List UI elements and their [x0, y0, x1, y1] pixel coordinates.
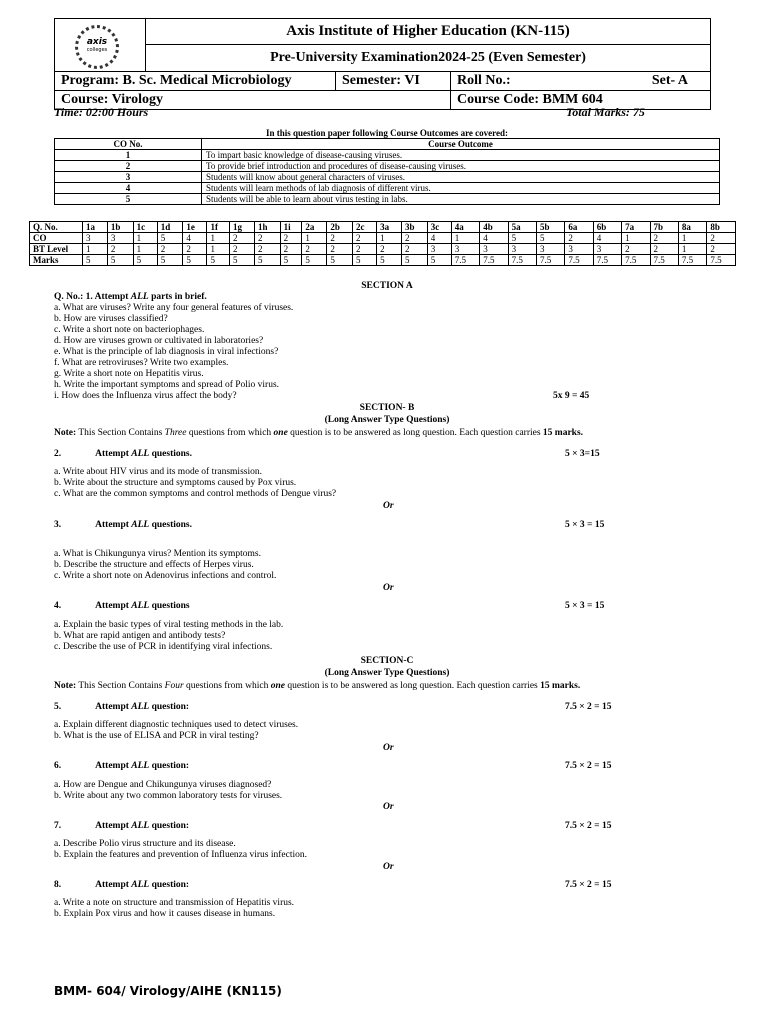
list-item: a. How are Dengue and Chikungunya viruses diagnosed? [54, 780, 272, 790]
table-cell: 1 [83, 244, 108, 255]
table-cell: 4 [480, 233, 508, 244]
table-cell: 8a [678, 222, 706, 233]
table-cell: 2 [707, 244, 736, 255]
co-intro: In this question paper following Course Outcomes are covered: [266, 128, 508, 138]
table-cell: 7.5 [650, 255, 678, 266]
table-cell: 4 [183, 233, 207, 244]
table-cell: 5 [133, 255, 157, 266]
list-item: b. Explain Pox virus and how it causes disease in humans. [54, 909, 276, 919]
table-cell: 1 [377, 233, 402, 244]
exam-name: Pre-University Examination2024-25 (Even Semester) [270, 50, 586, 65]
table-cell: 5 [302, 255, 327, 266]
table-cell: 3 [593, 244, 621, 255]
table-cell: 2c [353, 222, 377, 233]
table-cell: 1 [622, 233, 650, 244]
table-cell: 2 [377, 244, 402, 255]
q1-heading: Q. No.: 1. Attempt ALL parts in brief. [54, 292, 207, 302]
list-item: b. What is the use of ELISA and PCR in viral testing? [54, 731, 259, 741]
table-cell: 2 [402, 244, 428, 255]
table-cell: 5 [280, 255, 302, 266]
q2-marks: 5 × 3=15 [565, 449, 600, 459]
row-header-cell: Q. No. [30, 222, 83, 233]
table-row: 1 To impart basic knowledge of disease-causing viruses. [55, 150, 720, 161]
table-cell: 2 [230, 233, 255, 244]
table-cell: 5 [230, 255, 255, 266]
course-code: Course Code: BMM 604 [457, 92, 603, 107]
table-row: 5 Students will be able to learn about virus testing in labs. [55, 194, 720, 205]
table-cell: 6a [565, 222, 593, 233]
q3-heading: 3. Attempt ALL questions. [54, 520, 192, 530]
table-cell: 1d [157, 222, 183, 233]
list-item: a. Describe Polio virus structure and its disease. [54, 839, 236, 849]
list-item: g. Write a short note on Hepatitis virus. [54, 369, 204, 379]
list-item: e. What is the principle of lab diagnosis in viral infections? [54, 347, 279, 357]
or-label: Or [383, 583, 394, 593]
section-a-title: SECTION A [361, 281, 413, 291]
table-cell: 1 [451, 233, 479, 244]
table-cell: 4 [427, 233, 451, 244]
table-cell: 5 [207, 255, 230, 266]
table-cell: 2 [254, 244, 280, 255]
table-cell: 8b [707, 222, 736, 233]
table-cell: 5 [327, 255, 353, 266]
table-cell: 7.5 [451, 255, 479, 266]
or-label: Or [383, 501, 394, 511]
q5-heading: 5. Attempt ALL question: [54, 702, 190, 712]
table-cell: 2 [565, 233, 593, 244]
table-cell: 2a [302, 222, 327, 233]
q4-parts [54, 620, 283, 653]
table-cell: 7.5 [565, 255, 593, 266]
table-cell: 1 [133, 233, 157, 244]
list-item: a. Explain different diagnostic techniques used to detect viruses. [54, 720, 299, 730]
table-cell: 7.5 [508, 255, 536, 266]
course-outcome-table [54, 138, 720, 205]
table-cell: 3 [536, 244, 564, 255]
section-c-title: SECTION-C [360, 656, 414, 666]
table-cell: 1 [207, 233, 230, 244]
table-cell: 3 [83, 233, 108, 244]
table-cell: 1c [133, 222, 157, 233]
list-item: a. Write about HIV virus and its mode of transmission. [54, 467, 262, 477]
table-cell: 2 [302, 244, 327, 255]
table-cell: 4 [593, 233, 621, 244]
table-cell: 2 [353, 244, 377, 255]
section-b-subtitle: (Long Answer Type Questions) [324, 415, 450, 425]
list-item: i. How does the Influenza virus affect the body? [54, 391, 237, 401]
q2-heading: 2. Attempt ALL questions. [54, 449, 192, 459]
table-cell: 2 [280, 233, 302, 244]
q4-marks: 5 × 3 = 15 [565, 601, 605, 611]
table-cell: 1g [230, 222, 255, 233]
table-cell: 5b [536, 222, 564, 233]
table-cell: 4b [480, 222, 508, 233]
co-header: CO No. [55, 139, 202, 150]
table-cell: 2 [650, 233, 678, 244]
table-cell: 4a [451, 222, 479, 233]
exam-header [54, 18, 711, 110]
course: Course: Virology [55, 91, 451, 109]
table-row: 4 Students will learn methods of lab diagnosis of different virus. [55, 183, 720, 194]
section-b-title: SECTION- B [359, 403, 415, 413]
table-cell: 6b [593, 222, 621, 233]
row-header-cell: BT Level [30, 244, 83, 255]
q7-heading: 7. Attempt ALL question: [54, 821, 190, 831]
table-cell: 2 [327, 233, 353, 244]
section-c-note: Note: This Section Contains Four questions from which one question is to be answered as long question. Each question carries 15 marks. [54, 681, 581, 691]
question-mapping-table [29, 221, 736, 266]
total-marks: Total Marks: 75 [566, 105, 645, 119]
table-cell: 2 [650, 244, 678, 255]
table-cell: 1 [302, 233, 327, 244]
table-cell: 5 [536, 233, 564, 244]
logo-subtext: colleges [86, 47, 108, 53]
section-b-note: Note: This Section Contains Three questions from which one question is to be answered as long question. Each question carries 15 marks. [54, 428, 584, 438]
college-logo-icon [75, 25, 119, 69]
list-item: d. How are viruses grown or cultivated in laboratories? [54, 336, 264, 346]
page-footer: BMM- 604/ Virology/AIHE (KN115) [54, 984, 282, 998]
roll-set-cell [451, 72, 710, 90]
list-item: b. What are rapid antigen and antibody tests? [54, 631, 226, 641]
semester: Semester: VI [336, 72, 451, 90]
q2-parts [54, 467, 336, 500]
table-cell: 2b [327, 222, 353, 233]
table-cell: 5 [377, 255, 402, 266]
table-cell: 7.5 [480, 255, 508, 266]
list-item: b. Explain the features and prevention of Influenza virus infection. [54, 850, 307, 860]
table-cell: 5 [402, 255, 428, 266]
table-cell: 7.5 [593, 255, 621, 266]
table-cell: 2 [353, 233, 377, 244]
table-row [30, 233, 736, 244]
q3-marks: 5 × 3 = 15 [565, 520, 605, 530]
table-cell: 2 [622, 244, 650, 255]
table-cell: 3a [377, 222, 402, 233]
table-row: 3 Students will know about general characters of viruses. [55, 172, 720, 183]
q8-marks: 7.5 × 2 = 15 [565, 880, 612, 890]
table-cell: 1 [207, 244, 230, 255]
table-cell: 5 [427, 255, 451, 266]
table-cell: 5 [157, 233, 183, 244]
table-cell: 2 [107, 244, 133, 255]
table-cell: 7a [622, 222, 650, 233]
table-row: 2 To provide brief introduction and procedures of disease-causing viruses. [55, 161, 720, 172]
table-cell: 2 [183, 244, 207, 255]
table-cell: 5 [508, 233, 536, 244]
institute-name: Axis Institute of Higher Education (KN-115) [146, 19, 710, 45]
table-cell: 2 [230, 244, 255, 255]
section-a-parts [54, 303, 293, 402]
q5-marks: 7.5 × 2 = 15 [565, 702, 612, 712]
table-cell: 5 [353, 255, 377, 266]
table-row [30, 255, 736, 266]
list-item: b. Write about the structure and symptoms caused by Pox virus. [54, 478, 297, 488]
table-cell: 1e [183, 222, 207, 233]
q5-parts [54, 720, 298, 742]
list-item: c. Describe the use of PCR in identifying viral infections. [54, 642, 273, 652]
exam-time: Time: 02:00 Hours [54, 105, 149, 119]
q6-parts [54, 780, 282, 802]
table-cell: 1i [280, 222, 302, 233]
table-cell: 2 [254, 233, 280, 244]
table-cell: 5 [254, 255, 280, 266]
table-row [30, 244, 736, 255]
list-item: b. How are viruses classified? [54, 314, 168, 324]
q3-parts [54, 549, 276, 582]
table-cell: 1a [83, 222, 108, 233]
logo-cell [55, 19, 146, 71]
table-cell: 7.5 [622, 255, 650, 266]
logo-text: axis [86, 37, 108, 47]
table-cell: 3c [427, 222, 451, 233]
row-header-cell: CO [30, 233, 83, 244]
list-item: a. Explain the basic types of viral testing methods in the lab. [54, 620, 284, 630]
table-row [30, 222, 736, 233]
list-item: a. What is Chikungunya virus? Mention its symptoms. [54, 549, 261, 559]
q4-heading: 4. Attempt ALL questions [54, 601, 190, 611]
table-cell: 3 [508, 244, 536, 255]
list-item: b. Write about any two common laboratory tests for viruses. [54, 791, 283, 801]
table-cell: 7b [650, 222, 678, 233]
table-cell: 7.5 [536, 255, 564, 266]
q6-marks: 7.5 × 2 = 15 [565, 761, 612, 771]
section-c-subtitle: (Long Answer Type Questions) [324, 668, 450, 678]
table-cell: 1 [678, 233, 706, 244]
q7-parts [54, 839, 307, 861]
table-cell: 5 [107, 255, 133, 266]
roll-number-label: Roll No.: [457, 73, 511, 88]
table-cell: 3 [107, 233, 133, 244]
table-cell: 2 [402, 233, 428, 244]
table-cell: 3 [427, 244, 451, 255]
table-cell: 3b [402, 222, 428, 233]
table-cell: 1h [254, 222, 280, 233]
table-cell: 5 [183, 255, 207, 266]
table-cell: 1b [107, 222, 133, 233]
table-cell: 7.5 [678, 255, 706, 266]
table-cell: 2 [280, 244, 302, 255]
q8-heading: 8. Attempt ALL question: [54, 880, 190, 890]
table-cell: 1f [207, 222, 230, 233]
program: Program: B. Sc. Medical Microbiology [55, 72, 336, 90]
table-cell: 2 [157, 244, 183, 255]
table-cell: 1 [133, 244, 157, 255]
section-a-marks: 5x 9 = 45 [553, 391, 590, 401]
list-item: c. Write a short note on Adenovirus infections and control. [54, 571, 277, 581]
table-cell: 5 [83, 255, 108, 266]
or-label: Or [383, 862, 394, 872]
table-cell: 5a [508, 222, 536, 233]
outcome-header: Course Outcome [202, 139, 720, 150]
list-item: c. What are the common symptoms and control methods of Dengue virus? [54, 489, 337, 499]
list-item: a. Write a note on structure and transmission of Hepatitis virus. [54, 898, 295, 908]
table-cell: 1 [678, 244, 706, 255]
or-label: Or [383, 802, 394, 812]
row-header-cell: Marks [30, 255, 83, 266]
list-item: b. Describe the structure and effects of Herpes virus. [54, 560, 254, 570]
list-item: h. Write the important symptoms and spread of Polio virus. [54, 380, 280, 390]
list-item: f. What are retroviruses? Write two examples. [54, 358, 229, 368]
table-cell: 5 [157, 255, 183, 266]
list-item: c. Write a short note on bacteriophages. [54, 325, 205, 335]
set-label: Set- A [651, 73, 688, 88]
table-cell: 3 [565, 244, 593, 255]
table-cell: 3 [451, 244, 479, 255]
table-cell: 2 [707, 233, 736, 244]
list-item: a. What are viruses? Write any four general features of viruses. [54, 303, 294, 313]
table-cell: 7.5 [707, 255, 736, 266]
q8-parts [54, 898, 294, 920]
table-cell: 3 [480, 244, 508, 255]
table-cell: 2 [327, 244, 353, 255]
q6-heading: 6. Attempt ALL question: [54, 761, 190, 771]
or-label: Or [383, 743, 394, 753]
q7-marks: 7.5 × 2 = 15 [565, 821, 612, 831]
